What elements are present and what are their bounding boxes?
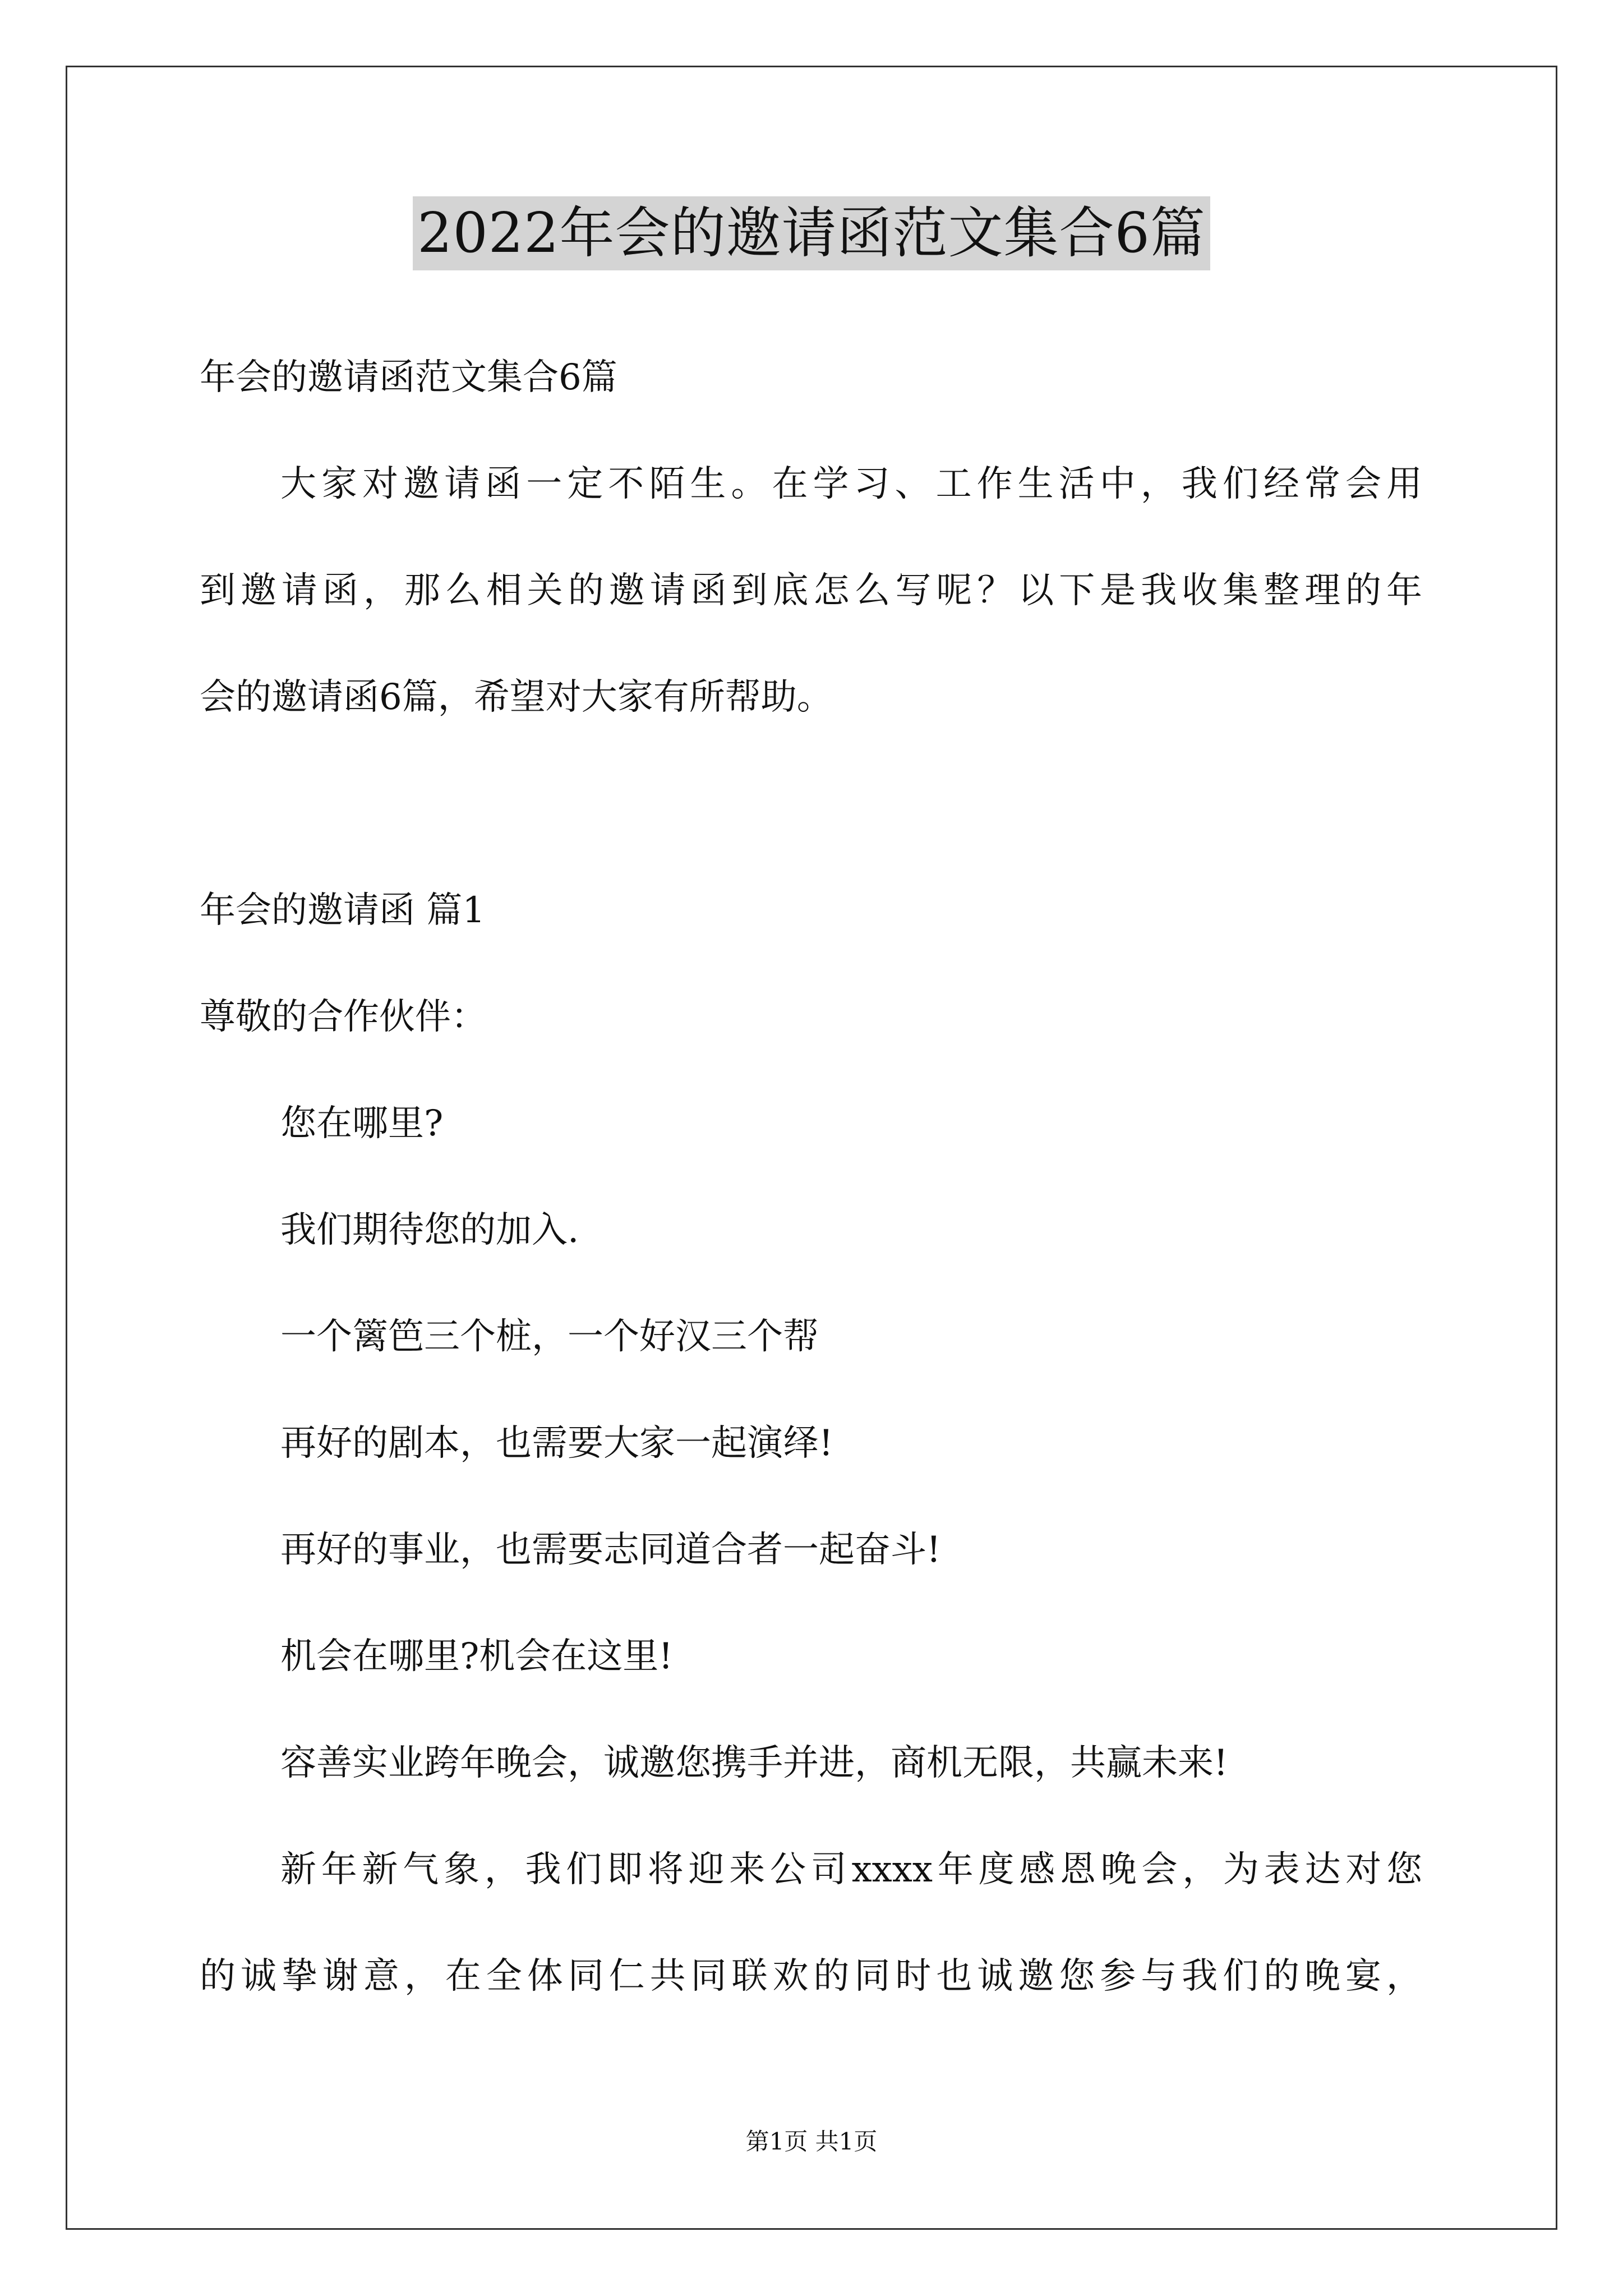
closing-line-1: 新年新气象，我们即将迎来公司xxxx年度感恩晚会，为表达对您: [280, 1849, 1422, 1890]
body-line-6: 机会在哪里?机会在这里!: [280, 1636, 674, 1677]
body-line-1: 您在哪里?: [280, 1103, 444, 1144]
document-title: 2022年会的邀请函范文集合6篇: [413, 196, 1210, 270]
page-footer: 第1页 共1页: [745, 2128, 878, 2155]
section-heading: 年会的邀请函 篇1: [200, 890, 486, 931]
intro-line-2: 到邀请函，那么相关的邀请函到底怎么写呢？以下是我收集整理的年: [200, 570, 1422, 611]
body-line-7: 容善实业跨年晚会，诚邀您携手并进，商机无限，共赢未来!: [280, 1742, 1228, 1784]
body-line-3: 一个篱笆三个桩，一个好汉三个帮: [280, 1316, 819, 1358]
document-subtitle: 年会的邀请函范文集合6篇: [200, 357, 617, 398]
salutation: 尊敬的合作伙伴：: [200, 996, 487, 1038]
closing-line-2: 的诚挚谢意，在全体同仁共同联欢的同时也诚邀您参与我们的晚宴，: [200, 1955, 1422, 1997]
body-line-5: 再好的事业，也需要志同道合者一起奋斗!: [280, 1529, 941, 1571]
intro-line-3: 会的邀请函6篇，希望对大家有所帮助。: [200, 677, 833, 718]
intro-line-1: 大家对邀请函一定不陌生。在学习、工作生活中，我们经常会用: [280, 463, 1422, 505]
body-line-4: 再好的剧本，也需要大家一起演绎!: [280, 1423, 833, 1464]
body-line-2: 我们期待您的加入.: [280, 1209, 579, 1251]
title-container: [0, 196, 1623, 270]
